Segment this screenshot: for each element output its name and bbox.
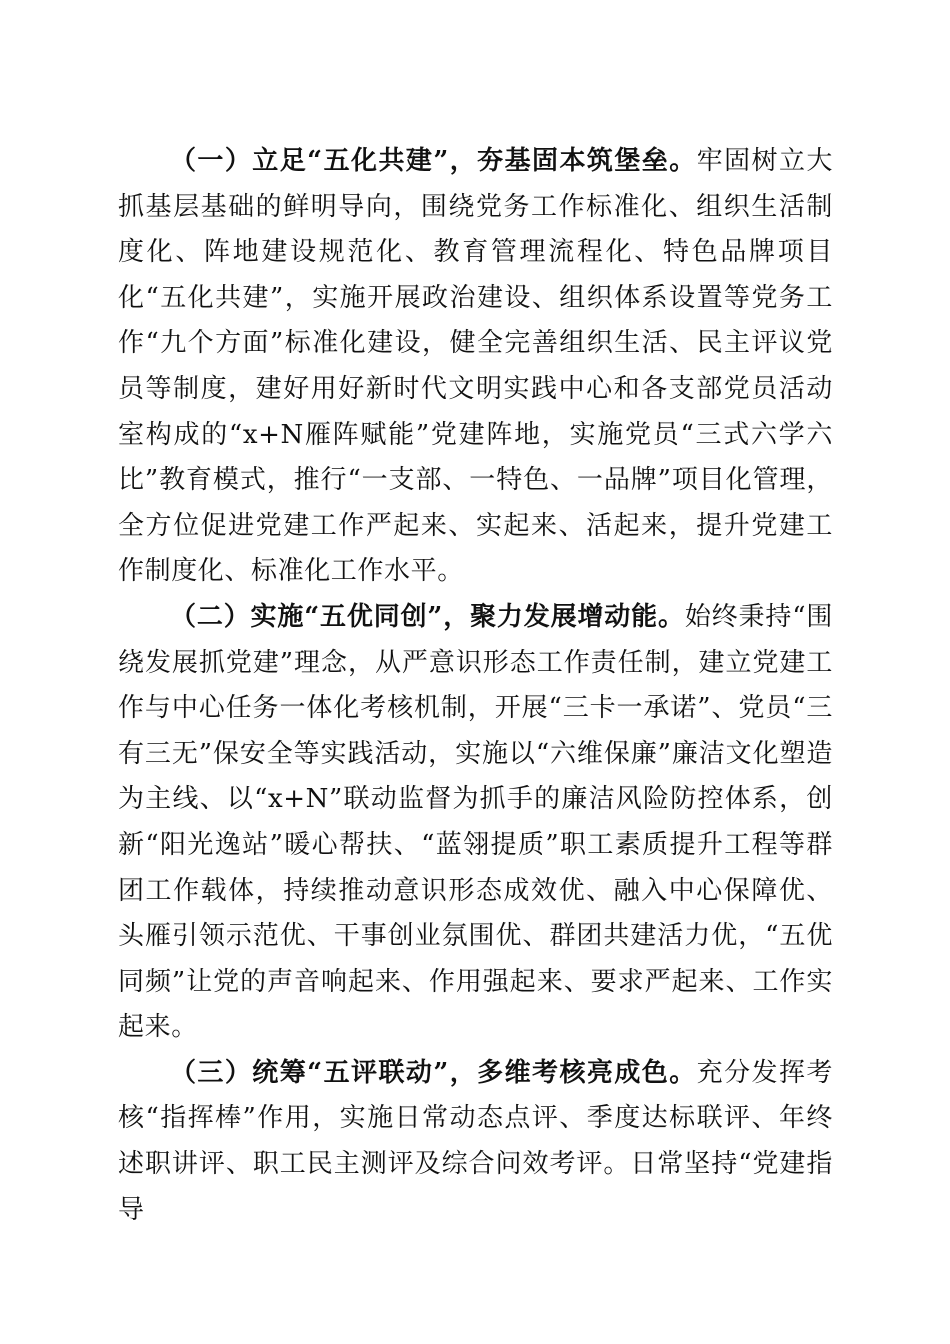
- paragraph-3-heading: （三）统筹“五评联动”，多维考核亮成色。: [170, 1057, 697, 1088]
- paragraph-1-heading: （一）立足“五化共建”，夯基固本筑堡垒。: [170, 146, 697, 176]
- paragraph-1: [118, 139, 833, 595]
- paragraph-2: [118, 595, 833, 1051]
- paragraph-3: [118, 1051, 833, 1233]
- document-body: [118, 139, 833, 1233]
- paragraph-3-body: 充分发挥考核“指挥棒”作用，实施日常动态点评、季度达标联评、年终述职讲评、职工民主测评及综合问效考评。日常坚持“党建指导: [118, 1057, 833, 1225]
- paragraph-2-body: 始终秉持“围绕发展抓党建”理念，从严意识形态工作责任制，建立党建工作与中心任务一体化考核机制，开展“三卡一承诺”、党员“三有三无”保安全等实践活动，实施以“六维保廉”廉洁文化塑造为主线、以“x+N”联动监督为抓手的廉洁风险防控体系，创新“阳光逸站”暖心帮扶、“蓝翎提质”职工素质提升工程等群团工作载体，持续推动意识形态成效优、融入中心保障优、头雁引领示范优、干事创业氛围优、群团共建活力优，“五优同频”让党的声音响起来、作用强起来、要求严起来、工作实起来。: [118, 601, 833, 1043]
- paragraph-2-heading: （二）实施“五优同创”，聚力发展增动能。: [170, 601, 685, 632]
- paragraph-1-body: 牢固树立大抓基层基础的鲜明导向，围绕党务工作标准化、组织生活制度化、阵地建设规范化、教育管理流程化、特色品牌项目化“五化共建”，实施开展政治建设、组织体系设置等党务工作“九个方面”标准化建设，健全完善组织生活、民主评议党员等制度，建好用好新时代文明实践中心和各支部党员活动室构成的“x+N雁阵赋能”党建阵地，实施党员“三式六学六比”教育模式，推行“一支部、一特色、一品牌”项目化管理，全方位促进党建工作严起来、实起来、活起来，提升党建工作制度化、标准化工作水平。: [118, 146, 833, 587]
